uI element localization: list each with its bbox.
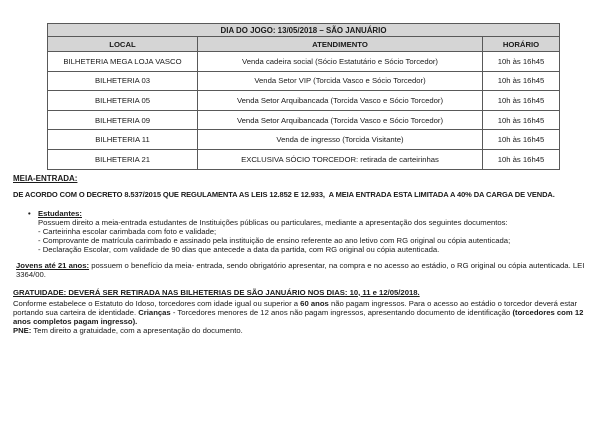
gratuidade-paragraph [13,299,588,326]
table-row [48,71,560,91]
game-day-table [47,23,560,170]
cell-local: BILHETERIA 03 [48,71,198,91]
jovens-text: possuem o benefício da meia- entrada, sendo obrigatório apresentar, na compra e no acesso ao estádio, o RG original ou cópia autenticada. LEI 3364/00. [16,260,585,279]
decree-paragraph: DE ACORDO COM O DECRETO 8.537/2015 QUE REGULAMENTA AS LEIS 12.852 E 12.933, A MEIA ENTRADA ESTA LIMITADA A 40% DA CARGA DE VENDA. [13,190,555,199]
column-header-atendimento: ATENDIMENTO [198,37,483,52]
gratuidade-bold-criancas: Crianças [138,307,171,317]
table-row [48,130,560,150]
column-header-local: LOCAL [48,37,198,52]
cell-atendimento: Venda Setor Arquibancada (Torcida Vasco e Sócio Torcedor) [198,91,483,111]
estudantes-body [38,209,588,254]
cell-local: BILHETERIA 09 [48,110,198,130]
table-title-row [48,24,560,37]
cell-atendimento: Venda Setor VIP (Torcida Vasco e Sócio Torcedor) [198,71,483,91]
meia-entrada-heading: MEIA-ENTRADA: [13,174,78,183]
pne-paragraph [13,326,588,335]
estudantes-item: - Comprovante de matrícula carimbado e assinado pela instituição de ensino referente ao ano letivo com RG original ou cópia autenticada; [38,235,511,245]
gratuidade-text: Conforme estabelece o Estatuto do Idoso, torcedores com idade igual ou superior a [13,298,301,308]
cell-local: BILHETERIA MEGA LOJA VASCO [48,52,198,72]
estudantes-item: - Declaração Escolar, com validade de 90 dias que antecede a data da partida, com RG original ou cópia autenticada. [38,244,440,254]
cell-horario: 10h às 16h45 [483,52,560,72]
gratuidade-text: - Torcedores menores de 12 anos não pagam ingressos, apresentando documento de identificação [170,307,513,317]
cell-horario: 10h às 16h45 [483,130,560,150]
notice-text [13,174,588,335]
table-row [48,149,560,169]
gratuidade-heading: GRATUIDADE: DEVERÁ SER RETIRADA NAS BILHETERIAS DE SÃO JANUÁRIO NOS DIAS: 10, 11 e 12/05/2018. [13,287,420,297]
pne-text: Tem direito a gratuidade, com a apresentação do documento. [31,325,243,335]
cell-atendimento: EXCLUSIVA SÓCIO TORCEDOR: retirada de carteirinhas [198,149,483,169]
table-row [48,110,560,130]
cell-local: BILHETERIA 05 [48,91,198,111]
cell-local: BILHETERIA 21 [48,149,198,169]
gratuidade-bold-60: 60 anos [300,298,329,308]
estudantes-section [13,209,588,254]
cell-horario: 10h às 16h45 [483,110,560,130]
cell-local: BILHETERIA 11 [48,130,198,150]
table-row [48,91,560,111]
table-title: DIA DO JOGO: 13/05/2018 – SÃO JANUÁRIO [48,24,560,37]
column-header-horario: HORÁRIO [483,37,560,52]
cell-horario: 10h às 16h45 [483,91,560,111]
pne-label: PNE: [13,325,32,335]
gratuidade-bold-parens: (torcedores com 12 anos completos pagam ingresso). [13,307,584,326]
estudantes-heading: Estudantes: [38,208,82,218]
bullet-icon: • [28,208,31,218]
table-row [48,52,560,72]
estudantes-item: - Carteirinha escolar carimbada com foto e validade; [38,226,217,236]
jovens-heading: Jovens até 21 anos: [16,260,90,270]
gratuidade-text: não pagam ingressos. Para o acesso ao estádio o torcedor deverá estar portando sua carteira de identidade. [13,298,578,317]
estudantes-intro: Possuem direito a meia-entrada estudantes de Instituições públicas ou particulares, mediante a apresentação dos seguintes documentos: [38,217,508,227]
cell-horario: 10h às 16h45 [483,71,560,91]
cell-atendimento: Venda de ingresso (Torcida Visitante) [198,130,483,150]
cell-atendimento: Venda cadeira social (Sócio Estatutário e Sócio Torcedor) [198,52,483,72]
table-header-row [48,37,560,52]
jovens-paragraph [16,261,588,279]
cell-horario: 10h às 16h45 [483,149,560,169]
cell-atendimento: Venda Setor Arquibancada (Torcida Vasco e Sócio Torcedor) [198,110,483,130]
